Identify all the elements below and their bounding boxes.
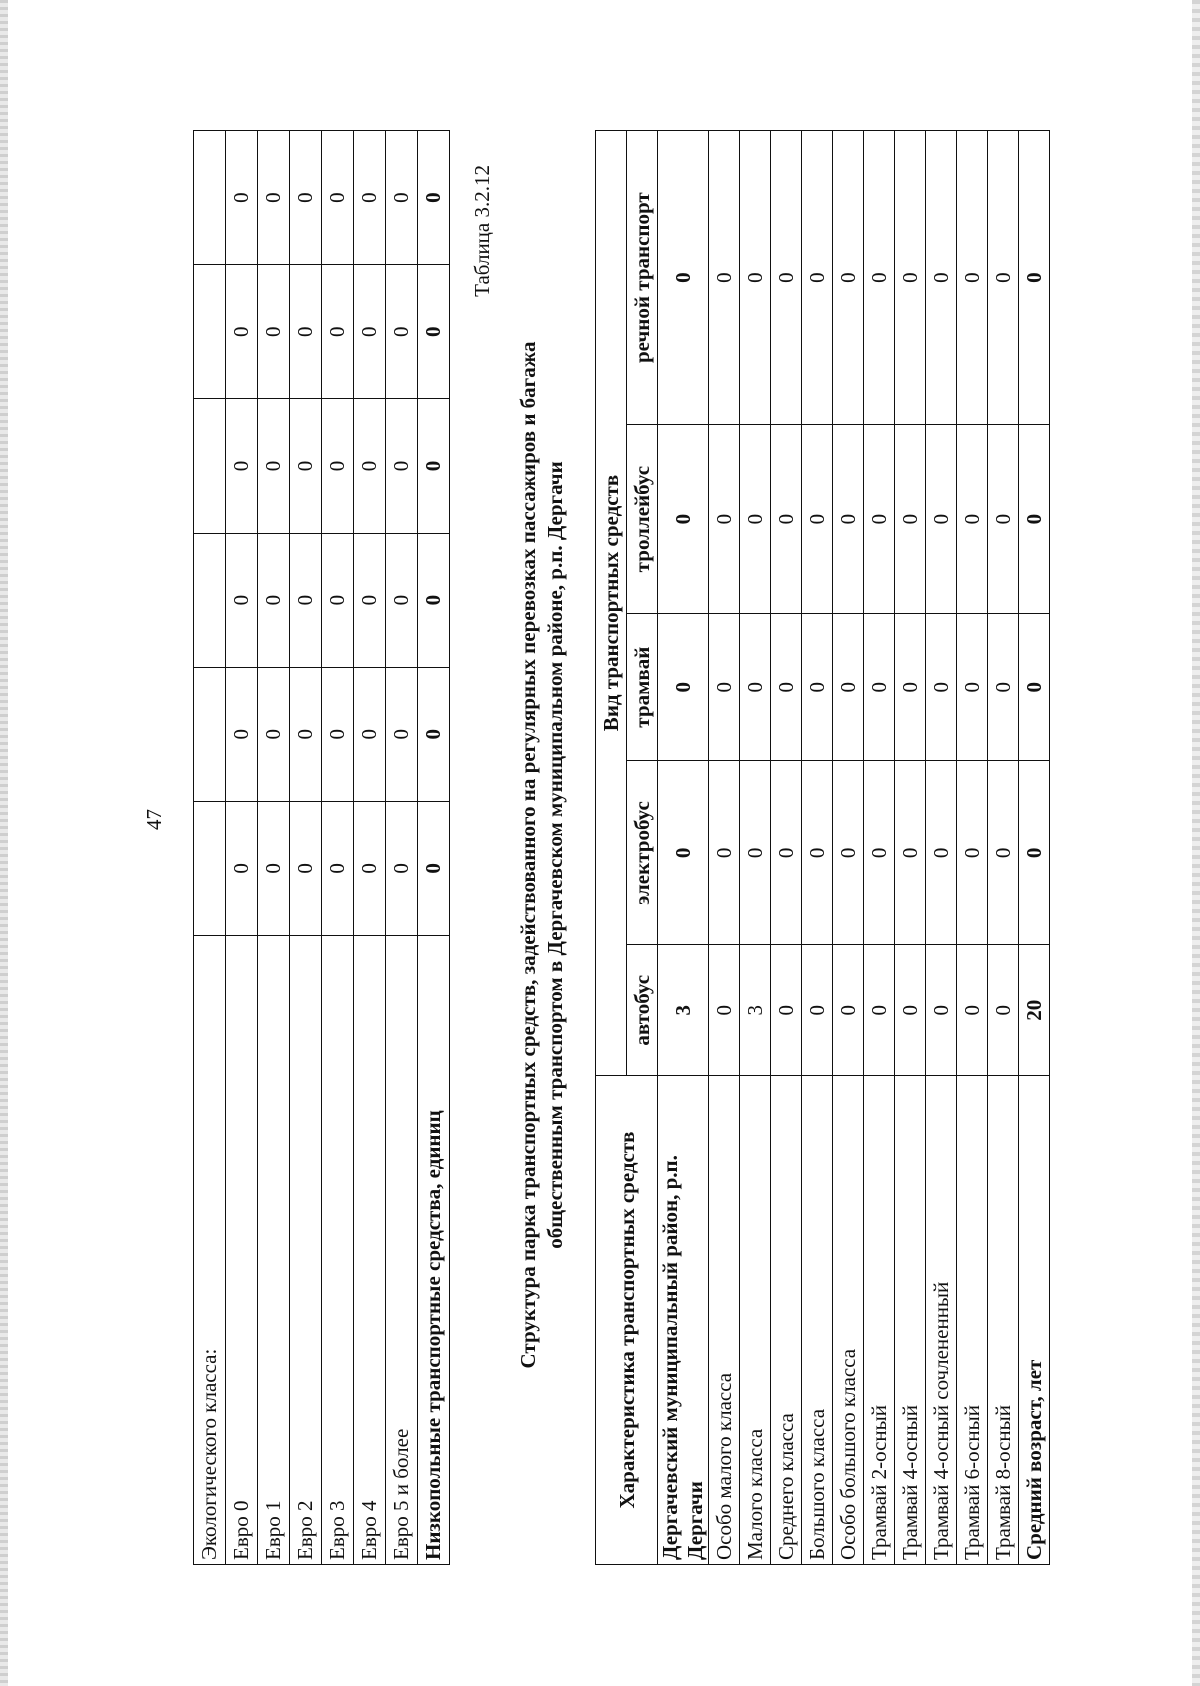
row-label: Экологического класса: xyxy=(194,936,226,1565)
table-row xyxy=(926,131,957,1565)
cell-value: 0 xyxy=(418,399,450,533)
table-row xyxy=(226,131,258,1565)
row-label: Евро 3 xyxy=(322,936,354,1565)
row-label: Трамвай 2-осный xyxy=(864,1076,895,1565)
column-header: троллейбус xyxy=(627,425,658,614)
cell-value: 0 xyxy=(802,945,833,1076)
table-fleet-structure xyxy=(595,130,1050,1565)
table-caption-label: Таблица 3.2.12 xyxy=(470,165,494,297)
cell-value: 3 xyxy=(658,945,709,1076)
cell-value: 0 xyxy=(802,131,833,425)
table-row xyxy=(802,131,833,1565)
column-header: речной транспорт xyxy=(627,131,658,425)
row-label: Малого класса xyxy=(740,1076,771,1565)
cell-value: 0 xyxy=(833,614,864,761)
cell-value: 0 xyxy=(926,131,957,425)
cell-value: 0 xyxy=(709,425,740,614)
cell-value: 0 xyxy=(386,801,418,935)
row-label: Трамвай 4-осный сочлененный xyxy=(926,1076,957,1565)
cell-value: 0 xyxy=(290,667,322,801)
cell-value: 0 xyxy=(833,761,864,945)
header-characteristic: Характеристика транспортных средств xyxy=(596,1076,658,1565)
cell-value: 0 xyxy=(418,801,450,935)
row-label: Евро 4 xyxy=(354,936,386,1565)
table-row xyxy=(418,131,450,1565)
column-header: электробус xyxy=(627,761,658,945)
cell-value: 0 xyxy=(988,131,1019,425)
column-header: трамвай xyxy=(627,614,658,761)
cell-value: 0 xyxy=(926,614,957,761)
rotated-page xyxy=(130,125,1046,1625)
cell-value: 0 xyxy=(322,667,354,801)
cell-value: 0 xyxy=(709,131,740,425)
cell-value: 0 xyxy=(740,425,771,614)
cell-value: 0 xyxy=(895,131,926,425)
cell-value: 0 xyxy=(322,399,354,533)
cell-value: 0 xyxy=(386,667,418,801)
cell-value: 0 xyxy=(386,533,418,667)
cell-value: 0 xyxy=(258,667,290,801)
cell-value: 0 xyxy=(1019,761,1050,945)
row-label: Евро 2 xyxy=(290,936,322,1565)
row-label: Низкопольные транспортные средства, единиц xyxy=(418,936,450,1565)
cell-value: 0 xyxy=(833,425,864,614)
row-label: Средний возраст, лет xyxy=(1019,1076,1050,1565)
table-row xyxy=(740,131,771,1565)
cell-value: 0 xyxy=(740,131,771,425)
table-row xyxy=(386,131,418,1565)
row-label: Особо большого класса xyxy=(833,1076,864,1565)
table-row xyxy=(771,131,802,1565)
table-row xyxy=(258,131,290,1565)
cell-value: 0 xyxy=(418,667,450,801)
cell-value: 0 xyxy=(988,614,1019,761)
cell-value: 0 xyxy=(988,761,1019,945)
cell-value xyxy=(194,801,226,935)
cell-value: 0 xyxy=(354,399,386,533)
row-label: Большого класса xyxy=(802,1076,833,1565)
cell-value: 0 xyxy=(957,614,988,761)
cell-value: 0 xyxy=(833,945,864,1076)
cell-value: 0 xyxy=(957,945,988,1076)
cell-value: 0 xyxy=(864,945,895,1076)
row-label: Евро 0 xyxy=(226,936,258,1565)
cell-value: 0 xyxy=(290,131,322,265)
page-number: 47 xyxy=(142,809,166,830)
row-label: Дергачевский муниципальный район, р.п. Дергачи xyxy=(658,1076,709,1565)
cell-value: 0 xyxy=(895,614,926,761)
cell-value: 0 xyxy=(771,131,802,425)
table-row xyxy=(194,131,226,1565)
row-label: Трамвай 8-осный xyxy=(988,1076,1019,1565)
cell-value xyxy=(194,265,226,399)
cell-value: 0 xyxy=(418,265,450,399)
cell-value: 0 xyxy=(957,761,988,945)
table-row xyxy=(290,131,322,1565)
cell-value: 0 xyxy=(1019,131,1050,425)
cell-value: 0 xyxy=(802,761,833,945)
cell-value: 0 xyxy=(771,425,802,614)
cell-value: 0 xyxy=(895,761,926,945)
cell-value: 0 xyxy=(322,533,354,667)
cell-value: 0 xyxy=(802,425,833,614)
cell-value: 0 xyxy=(709,761,740,945)
cell-value: 0 xyxy=(290,533,322,667)
cell-value: 0 xyxy=(1019,425,1050,614)
cell-value: 0 xyxy=(833,131,864,425)
cell-value: 0 xyxy=(322,265,354,399)
cell-value: 0 xyxy=(354,533,386,667)
cell-value: 0 xyxy=(771,945,802,1076)
cell-value: 0 xyxy=(386,131,418,265)
cell-value: 0 xyxy=(926,945,957,1076)
cell-value: 0 xyxy=(709,945,740,1076)
table-ecological-class xyxy=(193,130,450,1565)
cell-value: 0 xyxy=(988,945,1019,1076)
cell-value: 20 xyxy=(1019,945,1050,1076)
row-label: Трамвай 4-осный xyxy=(895,1076,926,1565)
cell-value: 0 xyxy=(354,265,386,399)
column-header: автобус xyxy=(627,945,658,1076)
cell-value: 0 xyxy=(226,533,258,667)
cell-value xyxy=(194,533,226,667)
cell-value: 0 xyxy=(957,131,988,425)
cell-value: 0 xyxy=(322,131,354,265)
cell-value: 0 xyxy=(258,533,290,667)
header-vehicle-type-group: Вид транспортных средств xyxy=(596,131,627,1076)
cell-value: 0 xyxy=(658,761,709,945)
cell-value: 0 xyxy=(957,425,988,614)
table-row xyxy=(322,131,354,1565)
cell-value xyxy=(194,399,226,533)
cell-value: 0 xyxy=(354,131,386,265)
cell-value: 0 xyxy=(802,614,833,761)
cell-value xyxy=(194,131,226,265)
cell-value: 0 xyxy=(418,533,450,667)
table-row xyxy=(864,131,895,1565)
row-label: Евро 1 xyxy=(258,936,290,1565)
cell-value: 0 xyxy=(290,801,322,935)
cell-value: 0 xyxy=(226,801,258,935)
table-row xyxy=(988,131,1019,1565)
cell-value: 0 xyxy=(354,801,386,935)
table-title-line-1: Структура парка транспортных средств, задействованного на регулярных перевозках пассажиров и багажа xyxy=(516,341,540,1369)
cell-value: 0 xyxy=(290,265,322,399)
cell-value: 0 xyxy=(290,399,322,533)
cell-value: 0 xyxy=(658,614,709,761)
table-row xyxy=(354,131,386,1565)
cell-value: 0 xyxy=(1019,614,1050,761)
row-label: Особо малого класса xyxy=(709,1076,740,1565)
scan-edge-right xyxy=(1192,0,1200,1686)
cell-value: 0 xyxy=(771,761,802,945)
cell-value: 0 xyxy=(864,614,895,761)
table-row xyxy=(658,131,709,1565)
cell-value: 0 xyxy=(226,265,258,399)
row-label: Евро 5 и более xyxy=(386,936,418,1565)
cell-value: 0 xyxy=(740,761,771,945)
cell-value: 0 xyxy=(354,667,386,801)
table-title-line-2: общественным транспортом в Дергачевском муниципальном районе, р.п. Дергачи xyxy=(543,461,567,1249)
table-row xyxy=(1019,131,1050,1565)
cell-value: 0 xyxy=(864,761,895,945)
row-label: Среднего класса xyxy=(771,1076,802,1565)
cell-value: 0 xyxy=(258,801,290,935)
cell-value: 0 xyxy=(226,667,258,801)
scan-edge-left xyxy=(0,0,8,1686)
cell-value: 0 xyxy=(926,425,957,614)
cell-value: 0 xyxy=(709,614,740,761)
table-row xyxy=(895,131,926,1565)
table-row xyxy=(957,131,988,1565)
cell-value: 0 xyxy=(258,265,290,399)
cell-value: 0 xyxy=(864,425,895,614)
cell-value: 0 xyxy=(226,399,258,533)
cell-value: 0 xyxy=(258,399,290,533)
cell-value xyxy=(194,667,226,801)
cell-value: 0 xyxy=(771,614,802,761)
cell-value: 0 xyxy=(895,425,926,614)
cell-value: 0 xyxy=(988,425,1019,614)
cell-value: 0 xyxy=(322,801,354,935)
cell-value: 0 xyxy=(658,131,709,425)
cell-value: 3 xyxy=(740,945,771,1076)
table-row xyxy=(709,131,740,1565)
cell-value: 0 xyxy=(226,131,258,265)
cell-value: 0 xyxy=(864,131,895,425)
cell-value: 0 xyxy=(740,614,771,761)
cell-value: 0 xyxy=(895,945,926,1076)
cell-value: 0 xyxy=(386,399,418,533)
row-label: Трамвай 6-осный xyxy=(957,1076,988,1565)
table-title xyxy=(515,145,569,1565)
cell-value: 0 xyxy=(386,265,418,399)
cell-value: 0 xyxy=(418,131,450,265)
table-row xyxy=(833,131,864,1565)
cell-value: 0 xyxy=(658,425,709,614)
cell-value: 0 xyxy=(926,761,957,945)
cell-value: 0 xyxy=(258,131,290,265)
